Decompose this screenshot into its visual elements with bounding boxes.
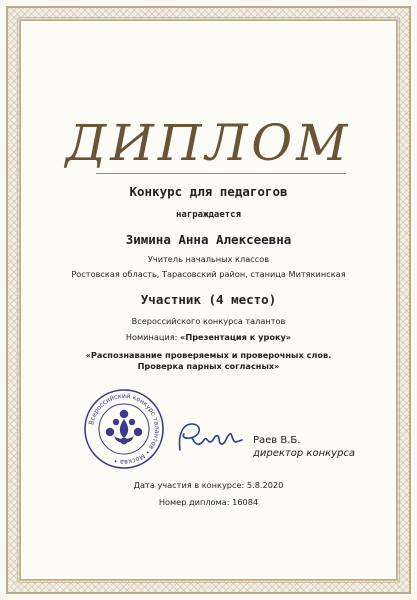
work-topic-line-2: Проверка парных согласных» xyxy=(137,361,280,371)
director-signature xyxy=(172,416,244,456)
diploma-number: Номер диплома: 16084 xyxy=(158,497,259,507)
seal-ring-text: Всероссийский конкурс талантов • Москва • xyxy=(87,391,162,467)
signer-block xyxy=(253,434,355,460)
contest-seal xyxy=(83,388,165,470)
signer-name: Раев В.Б. xyxy=(253,435,301,446)
recipient-position: Учитель начальных классов xyxy=(147,254,270,264)
recipient-address: Ростовская область, Тарасовский район, станица Митякинская xyxy=(71,269,346,279)
contest-name: Конкурс для педагогов xyxy=(129,184,288,199)
recipient-name: Зимина Анна Алексеевна xyxy=(125,232,292,247)
diploma-title: ДИПЛОМ xyxy=(65,114,352,172)
contest-full-name: Всероссийского конкурса талантов xyxy=(131,316,286,326)
signer-role: директор конкурса xyxy=(253,448,356,459)
seal-emblem-icon xyxy=(106,410,142,445)
nomination-value: «Презентация к уроку» xyxy=(180,332,292,342)
work-topic-line-1: «Распознавание проверяемых и проверочных слов. xyxy=(85,350,332,360)
awarded-text: награждается xyxy=(175,210,242,220)
nomination-label: Номинация: xyxy=(125,332,181,342)
title-divider xyxy=(96,173,346,174)
participation-date: Дата участия в конкурсе: 5.8.2020 xyxy=(133,480,284,490)
work-topic xyxy=(0,350,417,372)
award-place: Участник (4 место) xyxy=(140,292,277,307)
nomination xyxy=(0,332,417,342)
